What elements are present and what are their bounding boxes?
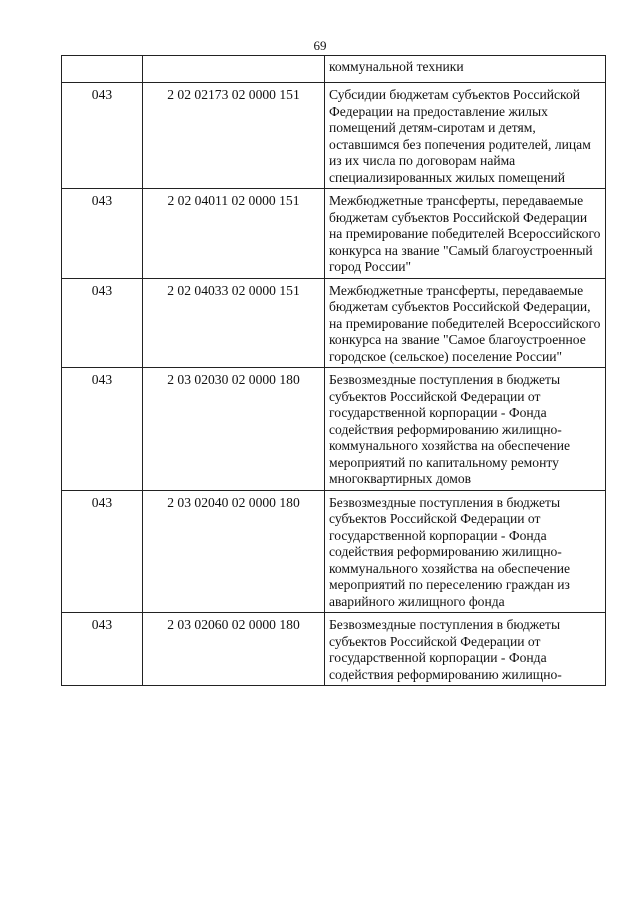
budget-code-cell: 2 03 02060 02 0000 180 <box>143 613 325 686</box>
table-row <box>62 83 606 189</box>
description-cell: Безвозмездные поступления в бюджеты субъектов Российской Федерации от государственной корпорации - Фонда содействия реформированию жилищно-коммунального хозяйства на обеспечение мероприятий по капитальному ремонту многоквартирных домов <box>325 368 606 491</box>
budget-code-cell: 2 02 04033 02 0000 151 <box>143 278 325 368</box>
description-cell: Безвозмездные поступления в бюджеты субъектов Российской Федерации от государственной корпорации - Фонда содействия реформированию жилищно- <box>325 613 606 686</box>
description-cell: Межбюджетные трансферты, передаваемые бюджетам субъектов Российской Федерации, на премирование победителей Всероссийского конкурса на звание "Самое благоустроенное городское (сельское) поселение России" <box>325 278 606 368</box>
description-cell: Безвозмездные поступления в бюджеты субъектов Российской Федерации от государственной корпорации - Фонда содействия реформированию жилищно-коммунального хозяйства на обеспечение мероприятий по переселению граждан из аварийного жилищного фонда <box>325 490 606 613</box>
description-cell: Межбюджетные трансферты, передаваемые бюджетам субъектов Российской Федерации на премирование победителей Всероссийского конкурса на звание "Самый благоустроенный город России" <box>325 189 606 279</box>
budget-code-cell: 2 02 02173 02 0000 151 <box>143 83 325 189</box>
table-row <box>62 278 606 368</box>
admin-code-cell: 043 <box>62 278 143 368</box>
budget-code-cell <box>143 56 325 83</box>
table-row <box>62 613 606 686</box>
admin-code-cell: 043 <box>62 490 143 613</box>
admin-code-cell: 043 <box>62 83 143 189</box>
description-cell: коммунальной техники <box>325 56 606 83</box>
admin-code-cell: 043 <box>62 189 143 279</box>
admin-code-cell: 043 <box>62 368 143 491</box>
admin-code-cell <box>62 56 143 83</box>
page-number: 69 <box>313 38 327 53</box>
budget-code-cell: 2 03 02030 02 0000 180 <box>143 368 325 491</box>
admin-code-cell: 043 <box>62 613 143 686</box>
table-row <box>62 368 606 491</box>
table-row <box>62 56 606 83</box>
table-row <box>62 189 606 279</box>
budget-code-cell: 2 02 04011 02 0000 151 <box>143 189 325 279</box>
description-cell: Субсидии бюджетам субъектов Российской Федерации на предоставление жилых помещений детям-сиротам и детям, оставшимся без попечения родителей, лицам из их числа по договорам найма специализированных жилых помещений <box>325 83 606 189</box>
budget-code-cell: 2 03 02040 02 0000 180 <box>143 490 325 613</box>
budget-classification-table <box>61 55 606 686</box>
table-row <box>62 490 606 613</box>
